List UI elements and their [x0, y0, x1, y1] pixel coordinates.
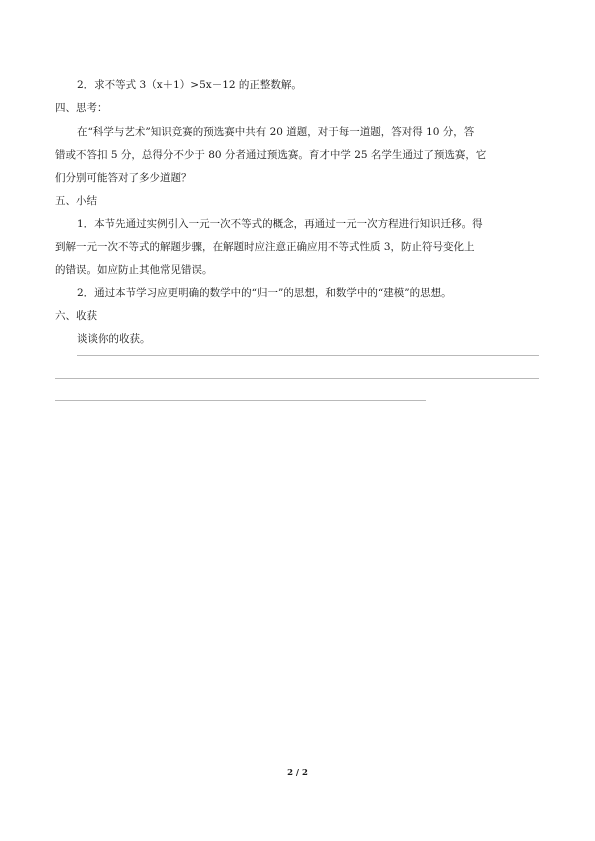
section-4-heading: 四、思考： — [55, 102, 108, 114]
summary-1-line-3: 的错误。如应防止其他常见错误。 — [55, 264, 213, 276]
thinking-problem-line-3: 们分别可能答对了多少道题？ — [55, 172, 192, 184]
thinking-problem-line-1: 在“科学与艺术”知识竞赛的预选赛中共有 20 道题，对于每一道题，答对得 10 分，答 — [77, 126, 475, 138]
exercise-2-text: 2．求不等式 3（x＋1）>5x－12 的正整数解。 — [77, 79, 302, 91]
thinking-problem-line-2: 错或不答扣 5 分，总得分不少于 80 分者通过预选赛。育才中学 25 名学生通过了预选赛，它 — [55, 149, 487, 161]
summary-2-text: 2．通过本节学习应更明确的数学中的“归一”的思想，和数学中的“建模”的思想。 — [77, 287, 452, 299]
answer-line-3 — [55, 400, 426, 401]
answer-line-1 — [77, 355, 539, 356]
section-6-heading: 六、收获 — [55, 310, 97, 322]
section-5-heading: 五、小结 — [55, 195, 97, 207]
page-number: 2 / 2 — [287, 768, 308, 778]
answer-line-2 — [55, 378, 539, 379]
summary-1-line-1: 1．本节先通过实例引入一元一次不等式的概念，再通过一元一次方程进行知识迁移。得 — [77, 218, 483, 230]
harvest-prompt: 谈谈你的收获。 — [77, 333, 151, 345]
summary-1-line-2: 到解一元一次不等式的解题步骤，在解题时应注意正确应用不等式性质 3，防止符号变化上 — [55, 241, 475, 253]
